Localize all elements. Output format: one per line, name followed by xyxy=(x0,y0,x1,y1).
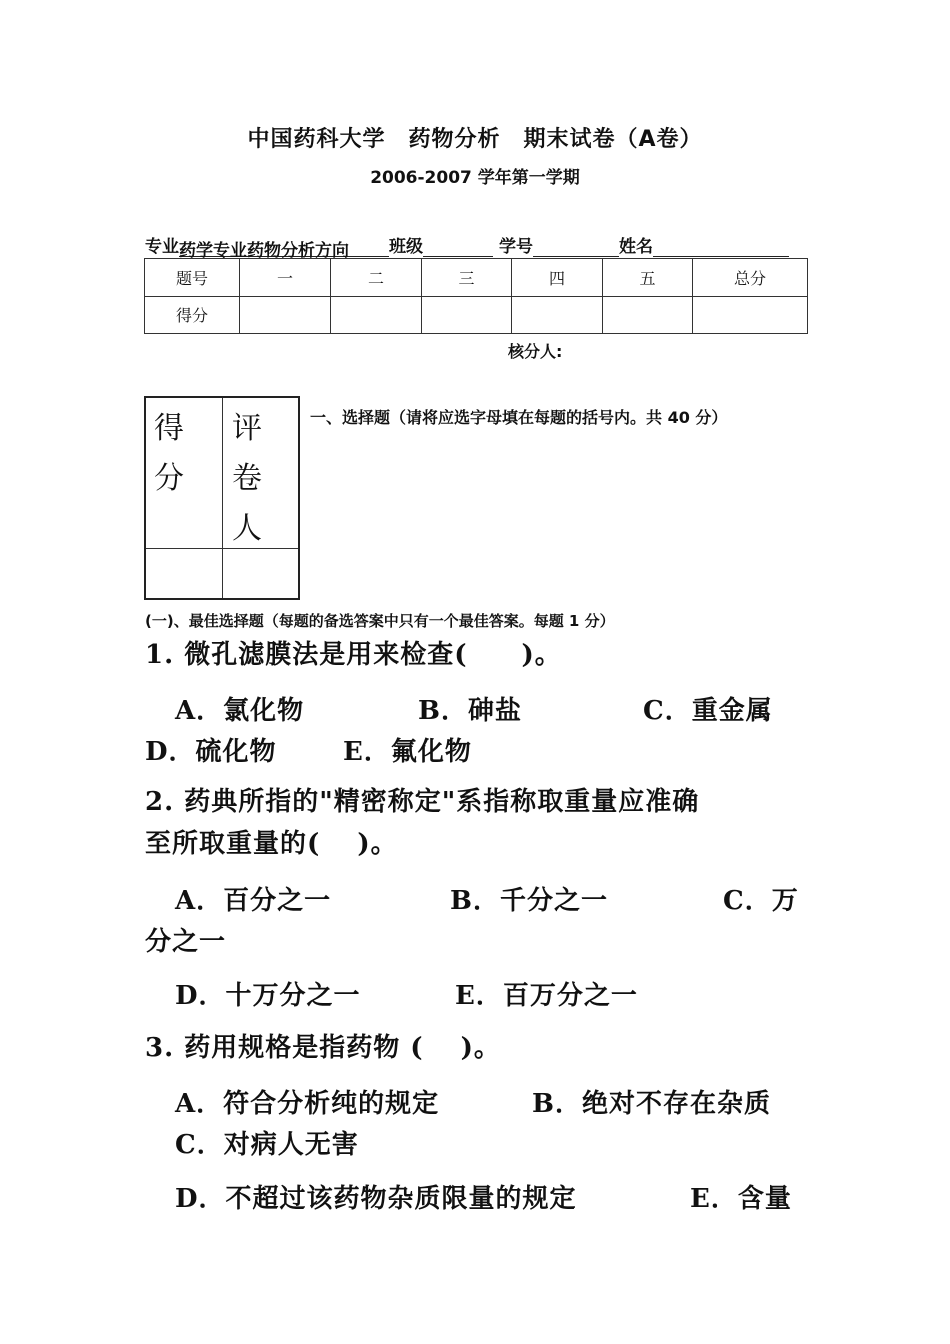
id-field[interactable] xyxy=(533,236,619,257)
score-table-header: 一 xyxy=(240,259,331,297)
major-label: 专业 xyxy=(145,237,179,257)
score-table-header: 三 xyxy=(422,259,512,297)
score-table-header: 五 xyxy=(603,259,693,297)
option[interactable]: B．砷盐 xyxy=(418,696,522,726)
checker-label: 核分人: xyxy=(508,342,563,361)
id-label: 学号 xyxy=(499,237,533,257)
section-title: 一、选择题（请将应选字母填在每题的括号内。共 40 分） xyxy=(310,408,728,427)
option[interactable]: A．百分之一 xyxy=(175,886,332,916)
name-label: 姓名 xyxy=(619,237,653,257)
question-stem: 至所取重量的( )。 xyxy=(145,829,398,859)
score-cell[interactable] xyxy=(240,296,331,334)
subsection-title: (一)、最佳选择题（每题的备选答案中只有一个最佳答案。每题 1 分） xyxy=(145,612,615,630)
option[interactable]: D．硫化物 xyxy=(145,737,277,767)
score-table-header-row xyxy=(145,259,808,297)
score-table-header: 总分 xyxy=(693,259,808,297)
score-cell[interactable] xyxy=(693,296,808,334)
option[interactable]: E．百万分之一 xyxy=(455,981,638,1011)
grade-box xyxy=(144,396,300,600)
option[interactable]: B．千分之一 xyxy=(450,886,608,916)
student-info-line xyxy=(145,232,807,261)
score-cell[interactable] xyxy=(603,296,693,334)
grade-box-divider xyxy=(146,548,298,549)
option[interactable]: E．含量 xyxy=(690,1184,792,1214)
option[interactable]: A．氯化物 xyxy=(175,696,305,726)
major-field[interactable] xyxy=(179,236,389,261)
exam-term: 2006-2007 学年第一学期 xyxy=(370,168,580,188)
score-table xyxy=(144,258,808,334)
grade-box-grader-label: 评 卷 人 xyxy=(232,411,262,546)
option[interactable]: E．氟化物 xyxy=(343,737,472,767)
option[interactable]: C．对病人无害 xyxy=(175,1130,359,1160)
grade-box-score-cell[interactable] xyxy=(146,550,221,598)
score-cell[interactable] xyxy=(331,296,422,334)
option[interactable]: A．符合分析纯的规定 xyxy=(175,1089,440,1119)
score-cell[interactable] xyxy=(512,296,603,334)
class-field[interactable] xyxy=(423,236,493,257)
option[interactable]: D．十万分之一 xyxy=(175,981,361,1011)
question-stem: 3. 药用规格是指药物 ( )。 xyxy=(145,1033,501,1063)
exam-title: 中国药科大学 药物分析 期末试卷（A卷） xyxy=(247,127,703,152)
score-table-header: 题号 xyxy=(145,259,240,297)
option[interactable]: B．绝对不存在杂质 xyxy=(532,1089,771,1119)
option[interactable]: C．万 xyxy=(723,886,799,916)
score-table-score-row xyxy=(145,296,808,334)
question-stem: 2. 药典所指的"精密称定"系指称取重量应准确 xyxy=(145,787,700,817)
grade-box-grader-cell[interactable] xyxy=(224,550,298,598)
score-row-label: 得分 xyxy=(145,296,240,334)
option[interactable]: C．重金属 xyxy=(643,696,773,726)
name-field[interactable] xyxy=(653,236,789,257)
score-table-header: 四 xyxy=(512,259,603,297)
score-cell[interactable] xyxy=(422,296,512,334)
class-label: 班级 xyxy=(389,237,423,257)
score-table-header: 二 xyxy=(331,259,422,297)
option-continuation: 分之一 xyxy=(145,927,227,957)
grade-box-score-label: 得 分 xyxy=(154,411,184,496)
major-value: 药学专业药物分析方向 xyxy=(179,241,349,261)
option[interactable]: D．不超过该药物杂质限量的规定 xyxy=(175,1184,577,1214)
question-stem: 1. 微孔滤膜法是用来检查( )。 xyxy=(145,640,562,670)
grade-box-divider xyxy=(222,398,223,598)
